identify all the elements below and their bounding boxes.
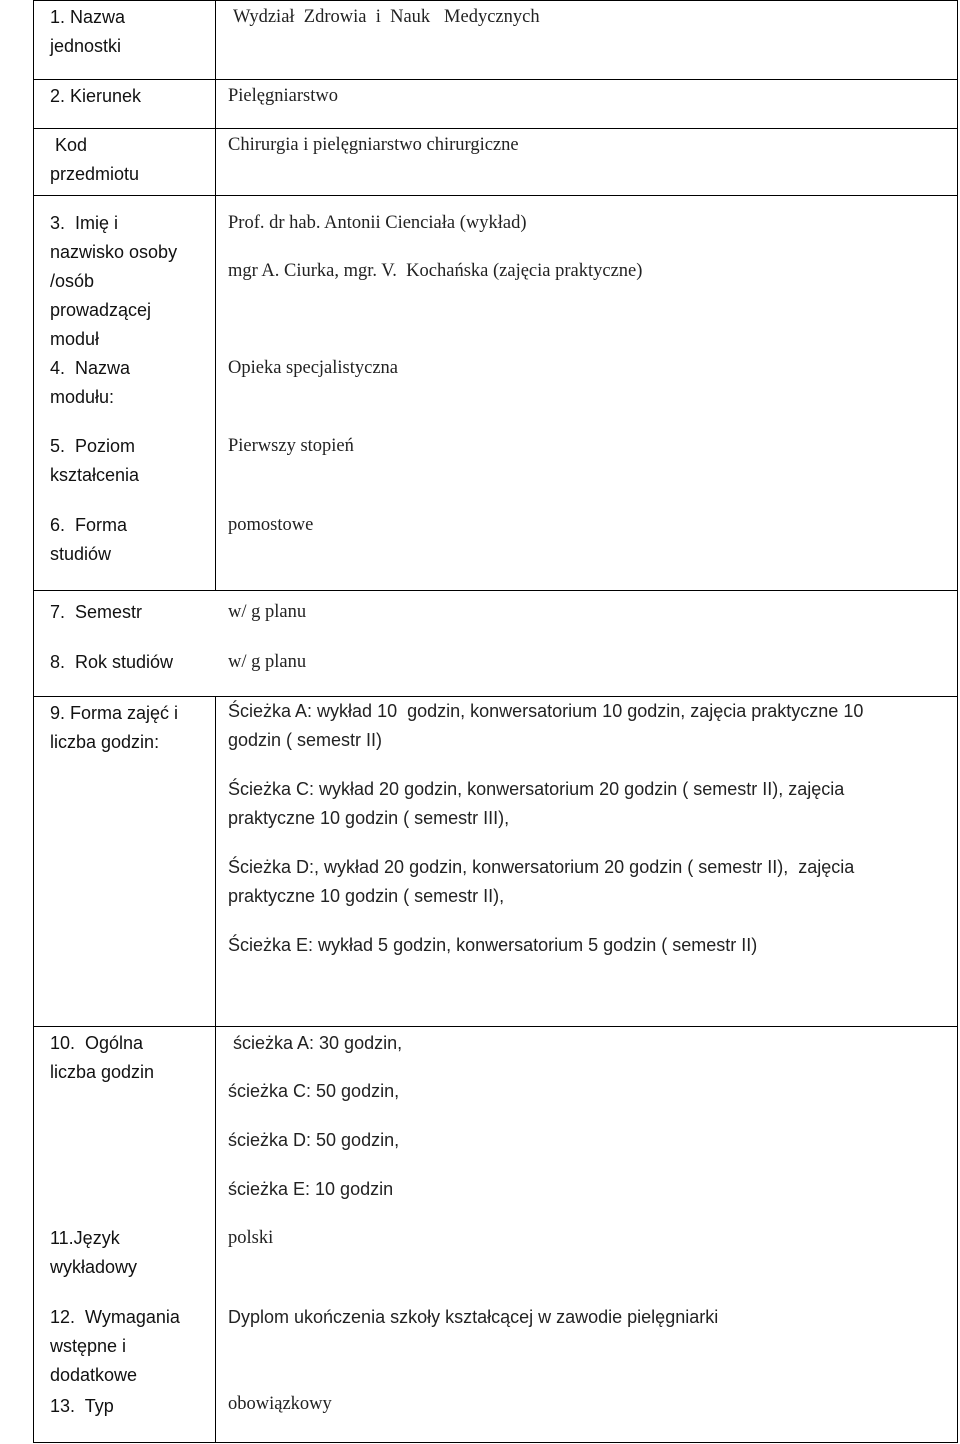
- semester-value: w/ g planu: [228, 602, 307, 622]
- requirements-value: Dyplom ukończenia szkoły kształcącej w zawodie pielęgniarki: [228, 1307, 719, 1327]
- field-of-study-value: Pielęgniarstwo: [228, 86, 338, 106]
- subject-code-label: Kod przedmiotu: [50, 135, 140, 184]
- column-divider: [215, 0, 216, 590]
- path-d-hours: Ścieżka D:, wykład 20 godzin, konwersatorium 20 godzin ( semestr II), zajęcia praktyczne 10 godzin ( semestr II),: [228, 857, 855, 906]
- language-value: polski: [228, 1228, 274, 1248]
- row-divider: [33, 0, 958, 1]
- field-of-study-label: 2. Kierunek: [50, 86, 142, 106]
- instructor-label: 3. Imię i nazwisko osoby /osób prowadzącej moduł: [50, 213, 178, 349]
- path-c-hours: Ścieżka C: wykład 20 godzin, konwersatorium 20 godzin ( semestr II), zajęcia praktyczne 10 godzin ( semestr III),: [228, 779, 845, 828]
- education-level-value: Pierwszy stopień: [228, 436, 354, 456]
- module-name-value: Opieka specjalistyczna: [228, 358, 399, 378]
- instructor-lecture-value: Prof. dr hab. Antonii Cienciała (wykład): [228, 213, 527, 233]
- unit-name-label: 1. Nazwa jednostki: [50, 7, 126, 56]
- requirements-label: 12. Wymagania wstępne i dodatkowe: [50, 1307, 180, 1385]
- column-divider: [215, 696, 216, 1442]
- table-border-left: [33, 0, 34, 1442]
- row-divider: [33, 1442, 958, 1443]
- study-form-label: 6. Forma studiów: [50, 515, 128, 564]
- study-form-value: pomostowe: [228, 515, 314, 535]
- study-year-label: 8. Rok studiów: [50, 652, 174, 672]
- total-hours-path-a: ścieżka A: 30 godzin,: [228, 1033, 403, 1053]
- total-hours-label: 10. Ogólna liczba godzin: [50, 1033, 155, 1082]
- total-hours-path-d: ścieżka D: 50 godzin,: [228, 1130, 400, 1150]
- row-divider: [33, 79, 958, 80]
- type-label: 13. Typ: [50, 1396, 114, 1416]
- path-a-hours: Ścieżka A: wykład 10 godzin, konwersatorium 10 godzin, zajęcia praktyczne 10 godzin ( semestr II): [228, 701, 864, 750]
- row-divider: [33, 590, 958, 591]
- row-divider: [33, 195, 958, 196]
- unit-name-value: Wydział Zdrowia i Nauk Medycznych: [233, 7, 540, 27]
- language-label: 11.Język wykładowy: [50, 1228, 138, 1277]
- row-divider: [33, 128, 958, 129]
- education-level-label: 5. Poziom kształcenia: [50, 436, 140, 485]
- study-year-value: w/ g planu: [228, 652, 307, 672]
- row-divider: [33, 1026, 958, 1027]
- path-e-hours: Ścieżka E: wykład 5 godzin, konwersatorium 5 godzin ( semestr II): [228, 935, 758, 955]
- semester-label: 7. Semestr: [50, 602, 143, 622]
- instructor-practice-value: mgr A. Ciurka, mgr. V. Kochańska (zajęcia praktyczne): [228, 261, 643, 281]
- total-hours-path-c: ścieżka C: 50 godzin,: [228, 1081, 400, 1101]
- class-forms-label: 9. Forma zajęć i liczba godzin:: [50, 703, 179, 752]
- table-border-right: [957, 0, 958, 1442]
- type-value: obowiązkowy: [228, 1394, 332, 1414]
- subject-code-value: Chirurgia i pielęgniarstwo chirurgiczne: [228, 135, 519, 155]
- module-name-label: 4. Nazwa modułu:: [50, 358, 131, 407]
- total-hours-path-e: ścieżka E: 10 godzin: [228, 1179, 394, 1199]
